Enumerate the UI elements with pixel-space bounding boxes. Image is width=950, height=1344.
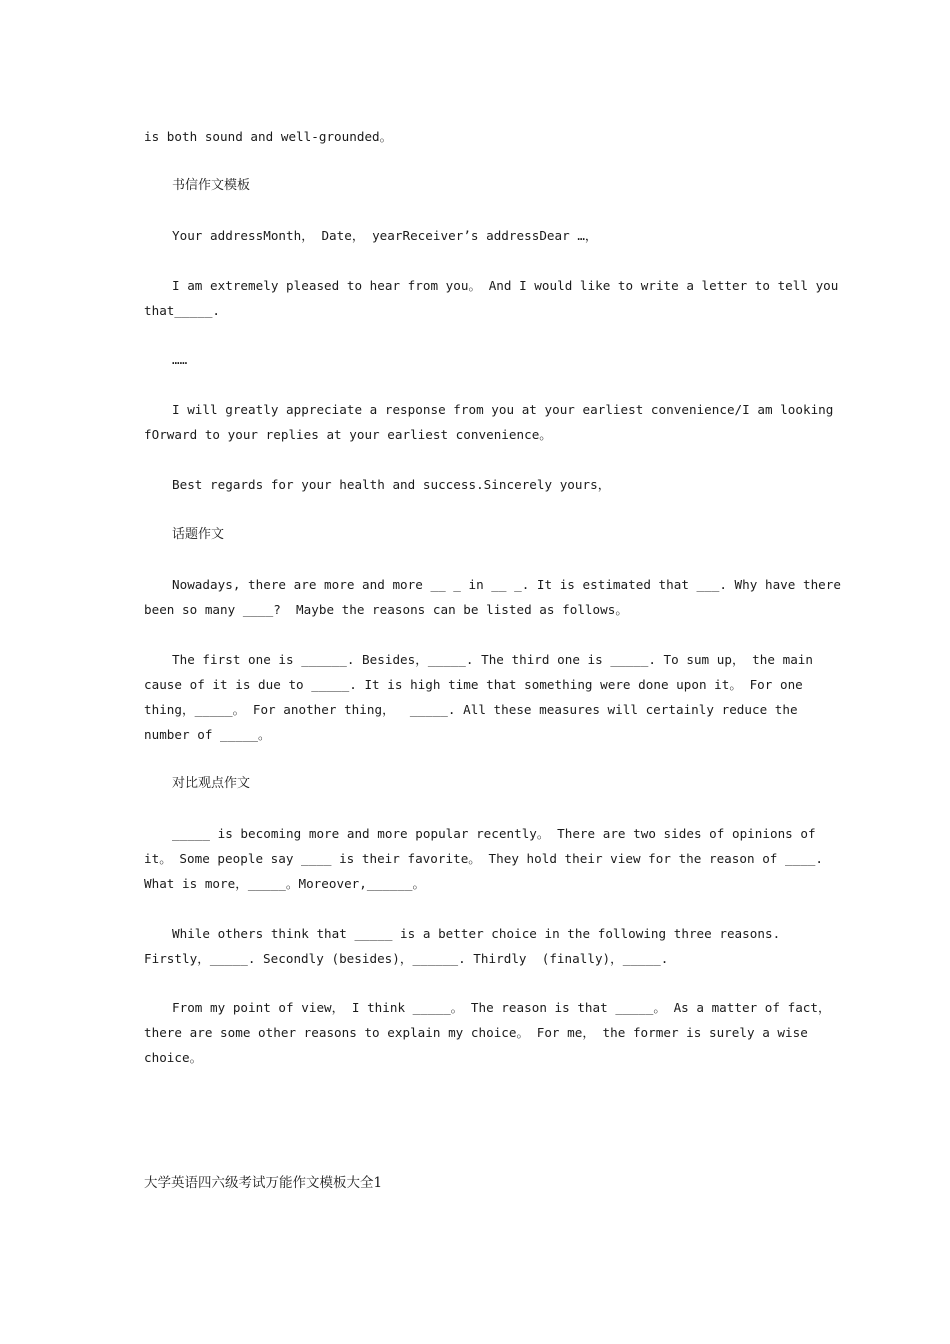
letter-closing: Best regards for your health and success.Sincerely yours， — [172, 477, 611, 492]
letter-paragraph-1-line-1: I am extremely pleased to hear from you。 And I would like to write a letter to tell you — [172, 278, 839, 293]
contrast-paragraph-3-line-3: choice。 — [144, 1050, 203, 1065]
topic-paragraph-2-line-2: cause of it is due to _____. It is high time that something were done upon it。 For one — [144, 677, 803, 692]
letter-heading: 书信作文模板 — [172, 178, 251, 193]
topic-paragraph-1-line-1: Nowadays, there are more and more __ _ in __ _. It is estimated that ___. Why have there — [172, 577, 841, 592]
contrast-paragraph-3-line-1: From my point of view， I think _____。 The reason is that _____。 As a matter of fact， — [172, 1000, 831, 1015]
topic-paragraph-2-line-4: number of _____。 — [144, 727, 271, 742]
letter-paragraph-2-line-1: I will greatly appreciate a response from you at your earliest convenience/I am looking — [172, 402, 834, 417]
contrast-paragraph-2-line-1: While others think that _____ is a better choice in the following three reasons. — [172, 926, 781, 941]
contrast-paragraph-1-line-3: What is more，_____。Moreover,______。 — [144, 876, 426, 891]
footer-document-title: 大学英语四六级考试万能作文模板大全1 — [144, 1175, 383, 1191]
letter-address-line: Your addressMonth， Date， yearReceiver’s addressDear …， — [172, 228, 598, 243]
topic-heading: 话题作文 — [172, 527, 225, 542]
letter-paragraph-1-line-2: that_____. — [144, 303, 221, 318]
letter-paragraph-2-line-2: fOrward to your replies at your earliest convenience。 — [144, 427, 552, 442]
contrast-paragraph-1-line-2: it。 Some people say ____ is their favorite。 They hold their view for the reason of ____. — [144, 851, 824, 866]
topic-paragraph-2-line-1: The first one is ______. Besides，_____. The third one is _____. To sum up， the main — [172, 652, 813, 667]
topic-paragraph-1-line-2: been so many ____? Maybe the reasons can be listed as follows。 — [144, 602, 628, 617]
contrast-heading: 对比观点作文 — [172, 776, 251, 791]
contrast-paragraph-2-line-2: Firstly，_____. Secondly (besides)，______. Thirdly (finally)，_____. — [144, 951, 669, 966]
letter-ellipsis: …… — [172, 352, 188, 367]
contrast-paragraph-3-line-2: there are some other reasons to explain my choice。 For me， the former is surely a wise — [144, 1025, 808, 1040]
contrast-paragraph-1-line-1: _____ is becoming more and more popular recently。 There are two sides of opinions of — [172, 826, 816, 841]
topic-paragraph-2-line-3: thing，_____。 For another thing， _____. All these measures will certainly reduce the — [144, 702, 798, 717]
intro-tail-text: is both sound and well-grounded。 — [144, 129, 393, 144]
